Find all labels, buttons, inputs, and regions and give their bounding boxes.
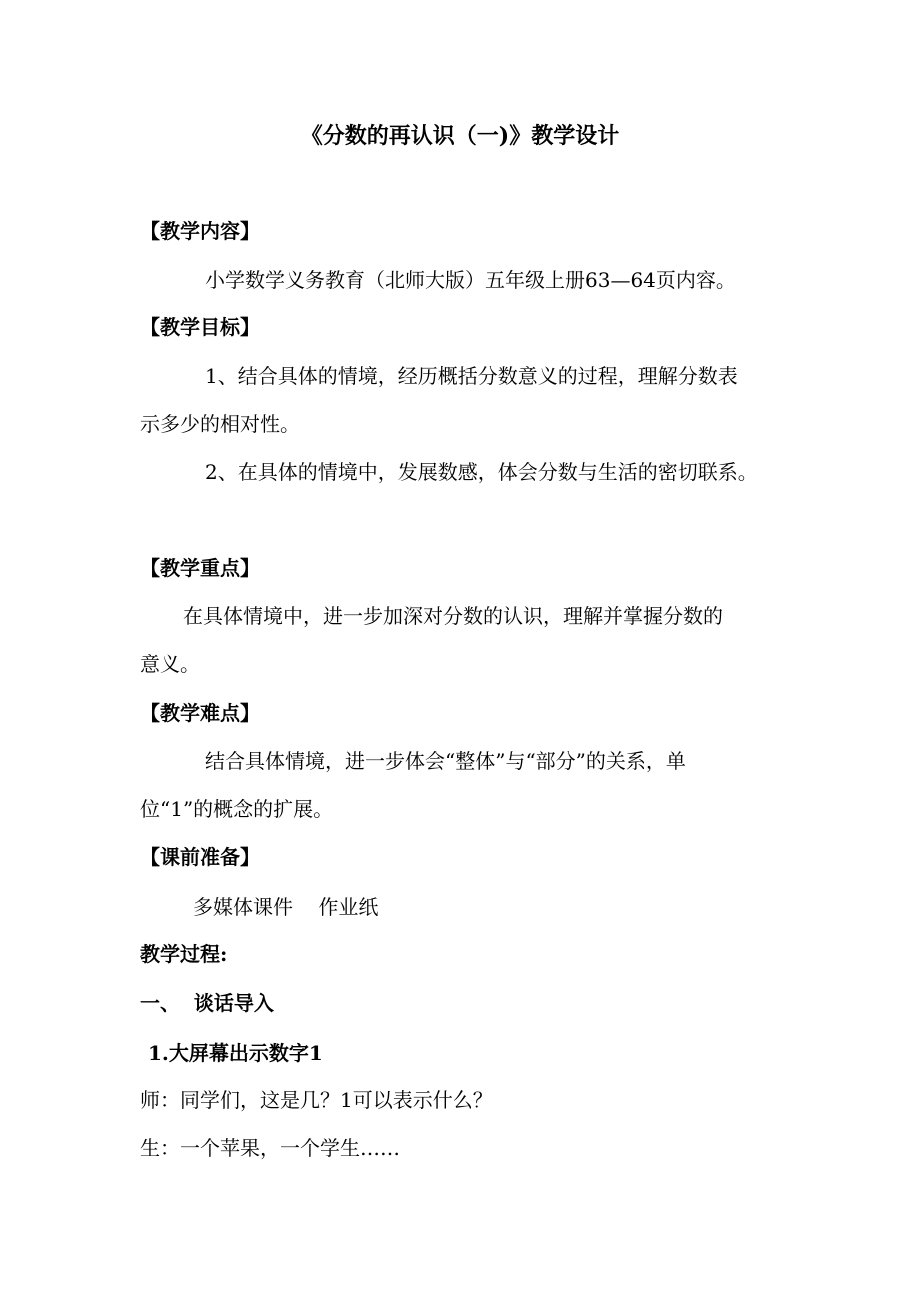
process-heading: 教学过程: — [140, 942, 228, 966]
step-1-heading: 一、 谈话导入 — [140, 991, 274, 1015]
goal-1-line1: 1、结合具体的情境，经历概括分数意义的过程，理解分数表 — [205, 364, 738, 388]
section-content-text: 小学数学义务教育（北师大版）五年级上册63—64页内容。 — [205, 268, 736, 292]
dialogue-student: 生：一个苹果，一个学生…… — [140, 1136, 400, 1160]
prep-text: 多媒体课件 作业纸 — [193, 895, 379, 919]
goal-1-line2: 示多少的相对性。 — [140, 412, 300, 436]
key-line1: 在具体情境中，进一步加深对分数的认识，理解并掌握分数的 — [183, 604, 723, 628]
page-title: 《分数的再认识（一)》教学设计 — [300, 123, 620, 149]
section-heading-content: 【教学内容】 — [140, 219, 260, 243]
dialogue-teacher: 师：同学们，这是几？1可以表示什么？ — [140, 1088, 493, 1112]
section-heading-prep: 【课前准备】 — [140, 845, 260, 869]
section-heading-goals: 【教学目标】 — [140, 315, 260, 339]
step-1-subheading: 1.大屏幕出示数字1 — [148, 1041, 323, 1065]
key-line2: 意义。 — [140, 652, 200, 676]
section-heading-difficulty: 【教学难点】 — [140, 701, 260, 725]
goal-2: 2、在具体的情境中，发展数感，体会分数与生活的密切联系。 — [205, 460, 758, 484]
difficulty-line2: 位“1”的概念的扩展。 — [140, 797, 334, 821]
section-heading-key: 【教学重点】 — [140, 556, 260, 580]
difficulty-line1: 结合具体情境，进一步体会“整体”与“部分”的关系，单 — [205, 749, 686, 773]
